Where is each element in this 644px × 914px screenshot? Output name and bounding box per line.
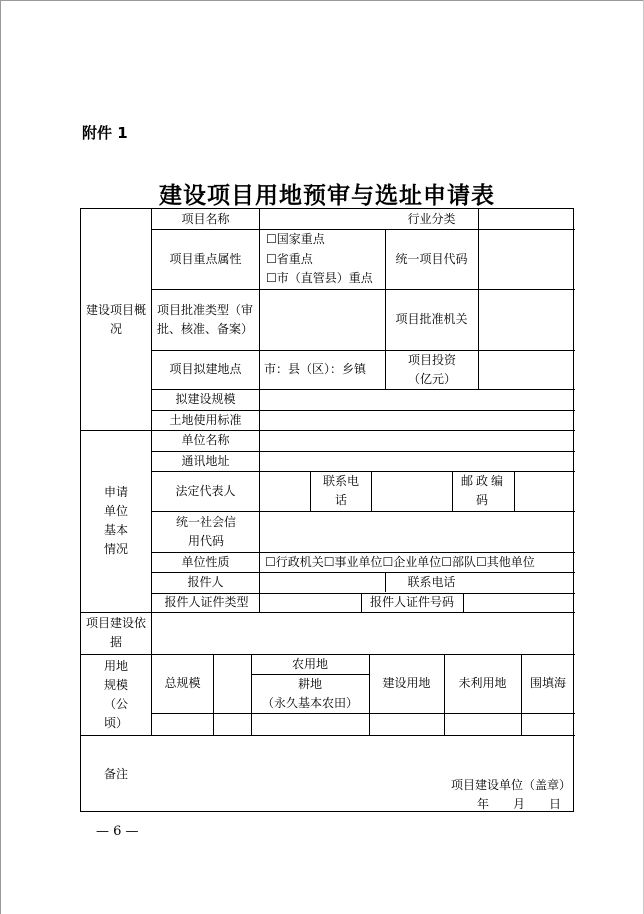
option-provincial-key[interactable]: ☐省重点 (266, 251, 313, 266)
approval-type-label: 项目批准类型（审批、核准、备案） (156, 302, 253, 336)
seal-label: 项目建设单位（盖章） (450, 777, 571, 792)
permanent-farmland-label: （永久基本农田） (261, 695, 358, 710)
reporter-id-type-label: 报件人证件类型 (164, 595, 249, 609)
phone-label: 联系电话 (322, 474, 359, 507)
cultivated-label: 耕地 (297, 676, 322, 691)
unit-nature-label: 单位性质 (181, 554, 230, 569)
location-value: 市：县（区）：乡镇 (264, 362, 367, 376)
page-border-top (0, 0, 644, 1)
industry-label: 行业分类 (407, 211, 456, 226)
option-national-key[interactable]: ☐国家重点 (266, 232, 325, 246)
basis-label: 项目建设依据 (85, 616, 146, 649)
location-label: 项目拟建地点 (169, 362, 242, 376)
approval-org-label: 项目批准机关 (395, 312, 468, 326)
form-title: 建设项目用地预审与选址申请表 (159, 182, 495, 209)
remarks-label: 备注 (103, 766, 128, 781)
option-city-key[interactable]: ☐市（直管县）重点 (266, 271, 373, 285)
legal-rep-label: 法定代表人 (175, 483, 236, 498)
project-name-label: 项目名称 (181, 211, 230, 226)
total-scale-label: 总规模 (164, 676, 201, 690)
postcode-label: 邮政编码 (460, 474, 506, 507)
credit-code-label: 统一社会信用代码 (175, 514, 236, 548)
reporter-id-no-label: 报件人证件号码 (369, 595, 454, 609)
land-standard-label: 土地使用标准 (169, 412, 242, 427)
attachment-label: 附件 1 (82, 124, 128, 142)
date-label: 年 月 日 (476, 796, 561, 811)
scale-label: 拟建设规模 (175, 392, 236, 406)
reporter-label: 报件人 (187, 575, 224, 589)
unit-nature-options[interactable]: ☐行政机关☐事业单位☐企业单位☐部队☐其他单位 (265, 554, 535, 569)
key-attr-options (266, 230, 373, 289)
address-label: 通讯地址 (181, 453, 230, 468)
page-border-left (0, 0, 1, 914)
page-number: — 6 — (96, 824, 139, 839)
reporter-phone-label: 联系电话 (407, 575, 456, 589)
cultivated-cell (251, 674, 369, 713)
investment-label: 项目投资（亿元） (407, 352, 456, 386)
farmland-label: 农用地 (291, 656, 328, 671)
construction-land-label: 建设用地 (382, 676, 431, 690)
section-land-label: 用地规模（公顷） (103, 658, 128, 730)
unified-code-label: 统一项目代码 (395, 251, 468, 266)
unit-name-label: 单位名称 (181, 433, 230, 447)
key-attr-label: 项目重点属性 (169, 251, 242, 266)
section-applicant-label: 申请单位基本情况 (103, 485, 128, 556)
reclamation-label: 围填海 (529, 676, 566, 690)
section-project-label: 建设项目概况 (85, 302, 146, 336)
unused-land-label: 未利用地 (458, 676, 507, 690)
application-form-table (80, 208, 574, 812)
